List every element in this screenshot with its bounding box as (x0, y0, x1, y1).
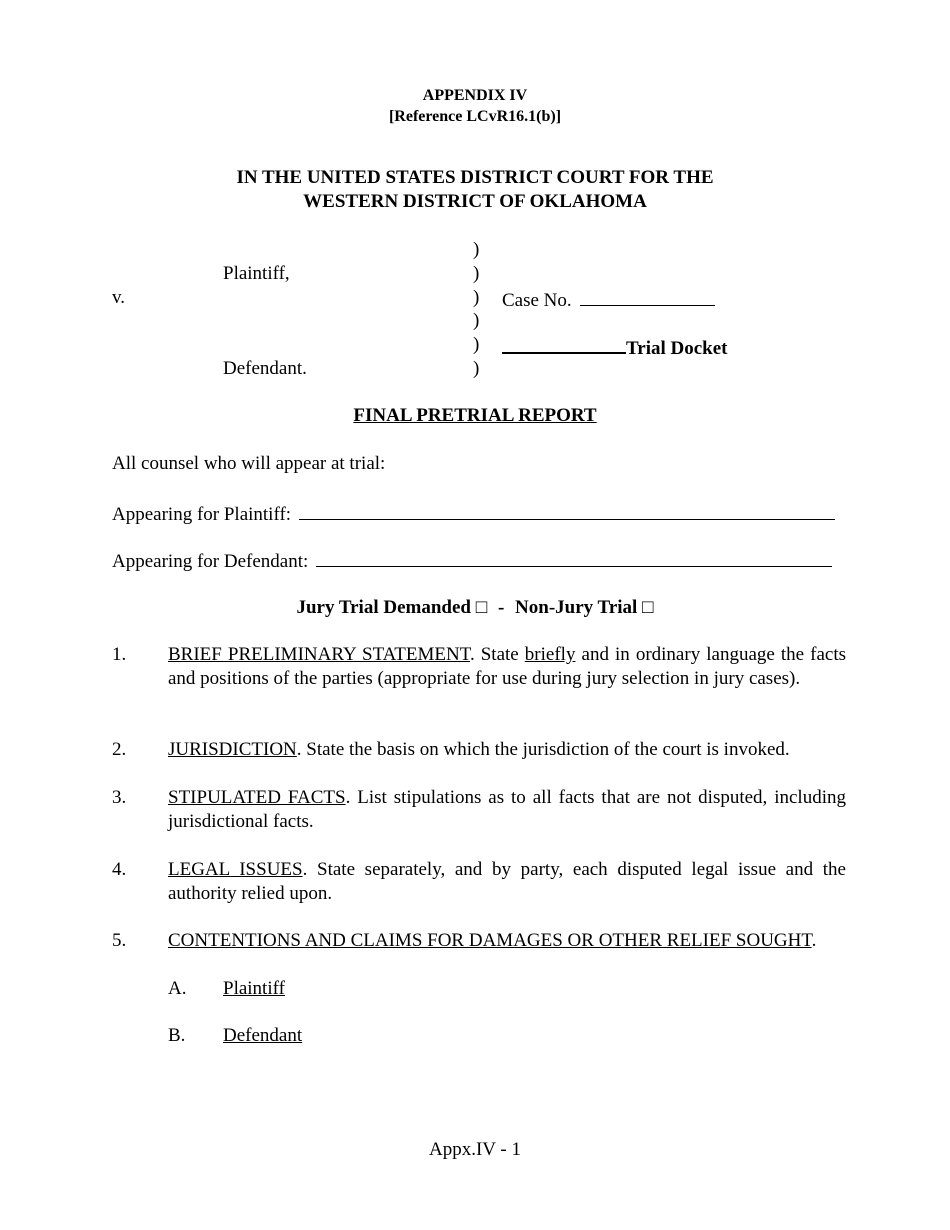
item-text (168, 786, 846, 834)
item-heading: BRIEF PRELIMINARY STATEMENT (168, 644, 470, 665)
counsel-intro: All counsel who will appear at trial: (112, 453, 386, 474)
trial-docket-blank[interactable] (502, 333, 626, 354)
page-footer: Appx.IV - 1 (428, 1139, 521, 1160)
item-number: 2. (112, 739, 127, 760)
caption-paren: ) (473, 239, 480, 260)
court-name-line-2: WESTERN DISTRICT OF OKLAHOMA (303, 191, 647, 212)
sub-item-letter: B. (168, 1025, 186, 1046)
appendix-heading: APPENDIX IV (422, 87, 528, 104)
item-text (168, 738, 846, 762)
item-emphasis: briefly (524, 644, 576, 665)
item-text (168, 929, 846, 953)
caption-paren: ) (473, 263, 480, 284)
caption-paren: ) (473, 310, 480, 331)
case-number-blank[interactable] (580, 286, 715, 306)
item-heading: STIPULATED FACTS (168, 787, 346, 808)
item-text (168, 858, 846, 906)
case-number-row (502, 286, 715, 313)
document-title: FINAL PRETRIAL REPORT (353, 405, 597, 426)
jury-trial-demanded[interactable]: Jury Trial Demanded □ (296, 597, 488, 618)
caption-paren: ) (473, 334, 480, 355)
item-text-part: . List stipulations as to all facts that are not disputed, including jurisdictional facts. (168, 787, 846, 832)
item-number: 1. (112, 644, 127, 665)
item-heading: CONTENTIONS AND CLAIMS FOR DAMAGES OR OTHER RELIEF SOUGHT (168, 930, 812, 951)
defendant-counsel-blank[interactable] (316, 547, 832, 567)
plaintiff-counsel-row (112, 500, 835, 527)
rule-reference: [Reference LCvR16.1(b)] (388, 108, 562, 125)
defendant-counsel-label: Appearing for Defendant: (112, 551, 309, 572)
plaintiff-label: Plaintiff, (223, 263, 290, 284)
trial-docket-row (502, 333, 728, 361)
jury-separator: - (497, 597, 505, 618)
item-text-part: and in ordinary language the facts and positions of the parties (appropriate for use during jury selection in jury cases). (168, 644, 847, 689)
defendant-label: Defendant. (223, 358, 307, 379)
item-number: 3. (112, 787, 127, 808)
jury-trial-line (0, 596, 950, 620)
versus-label: v. (112, 287, 126, 308)
item-text-part: . State the basis on which the jurisdiction of the court is invoked. (296, 739, 790, 760)
court-name-line-1: IN THE UNITED STATES DISTRICT COURT FOR THE (236, 167, 714, 188)
item-heading: JURISDICTION (168, 739, 297, 760)
sub-item-letter: A. (168, 978, 187, 999)
defendant-counsel-row (112, 547, 832, 574)
case-number-label: Case No. (502, 290, 572, 311)
item-text-part: . State (469, 644, 525, 665)
item-number: 5. (112, 930, 127, 951)
item-heading: LEGAL ISSUES (168, 859, 303, 880)
caption-paren: ) (473, 358, 480, 379)
item-text-part: . (811, 930, 817, 951)
sub-item-defendant: Defendant (223, 1025, 303, 1046)
plaintiff-counsel-blank[interactable] (299, 500, 835, 520)
non-jury-trial[interactable]: Non-Jury Trial □ (515, 597, 654, 618)
sub-item-plaintiff: Plaintiff (223, 978, 285, 999)
item-text (168, 643, 846, 691)
trial-docket-label: Trial Docket (626, 338, 728, 359)
plaintiff-counsel-label: Appearing for Plaintiff: (112, 504, 292, 525)
caption-paren: ) (473, 287, 480, 308)
item-number: 4. (112, 859, 127, 880)
item-text-part: . State separately, and by party, each disputed legal issue and the authority relied upon. (168, 859, 846, 904)
